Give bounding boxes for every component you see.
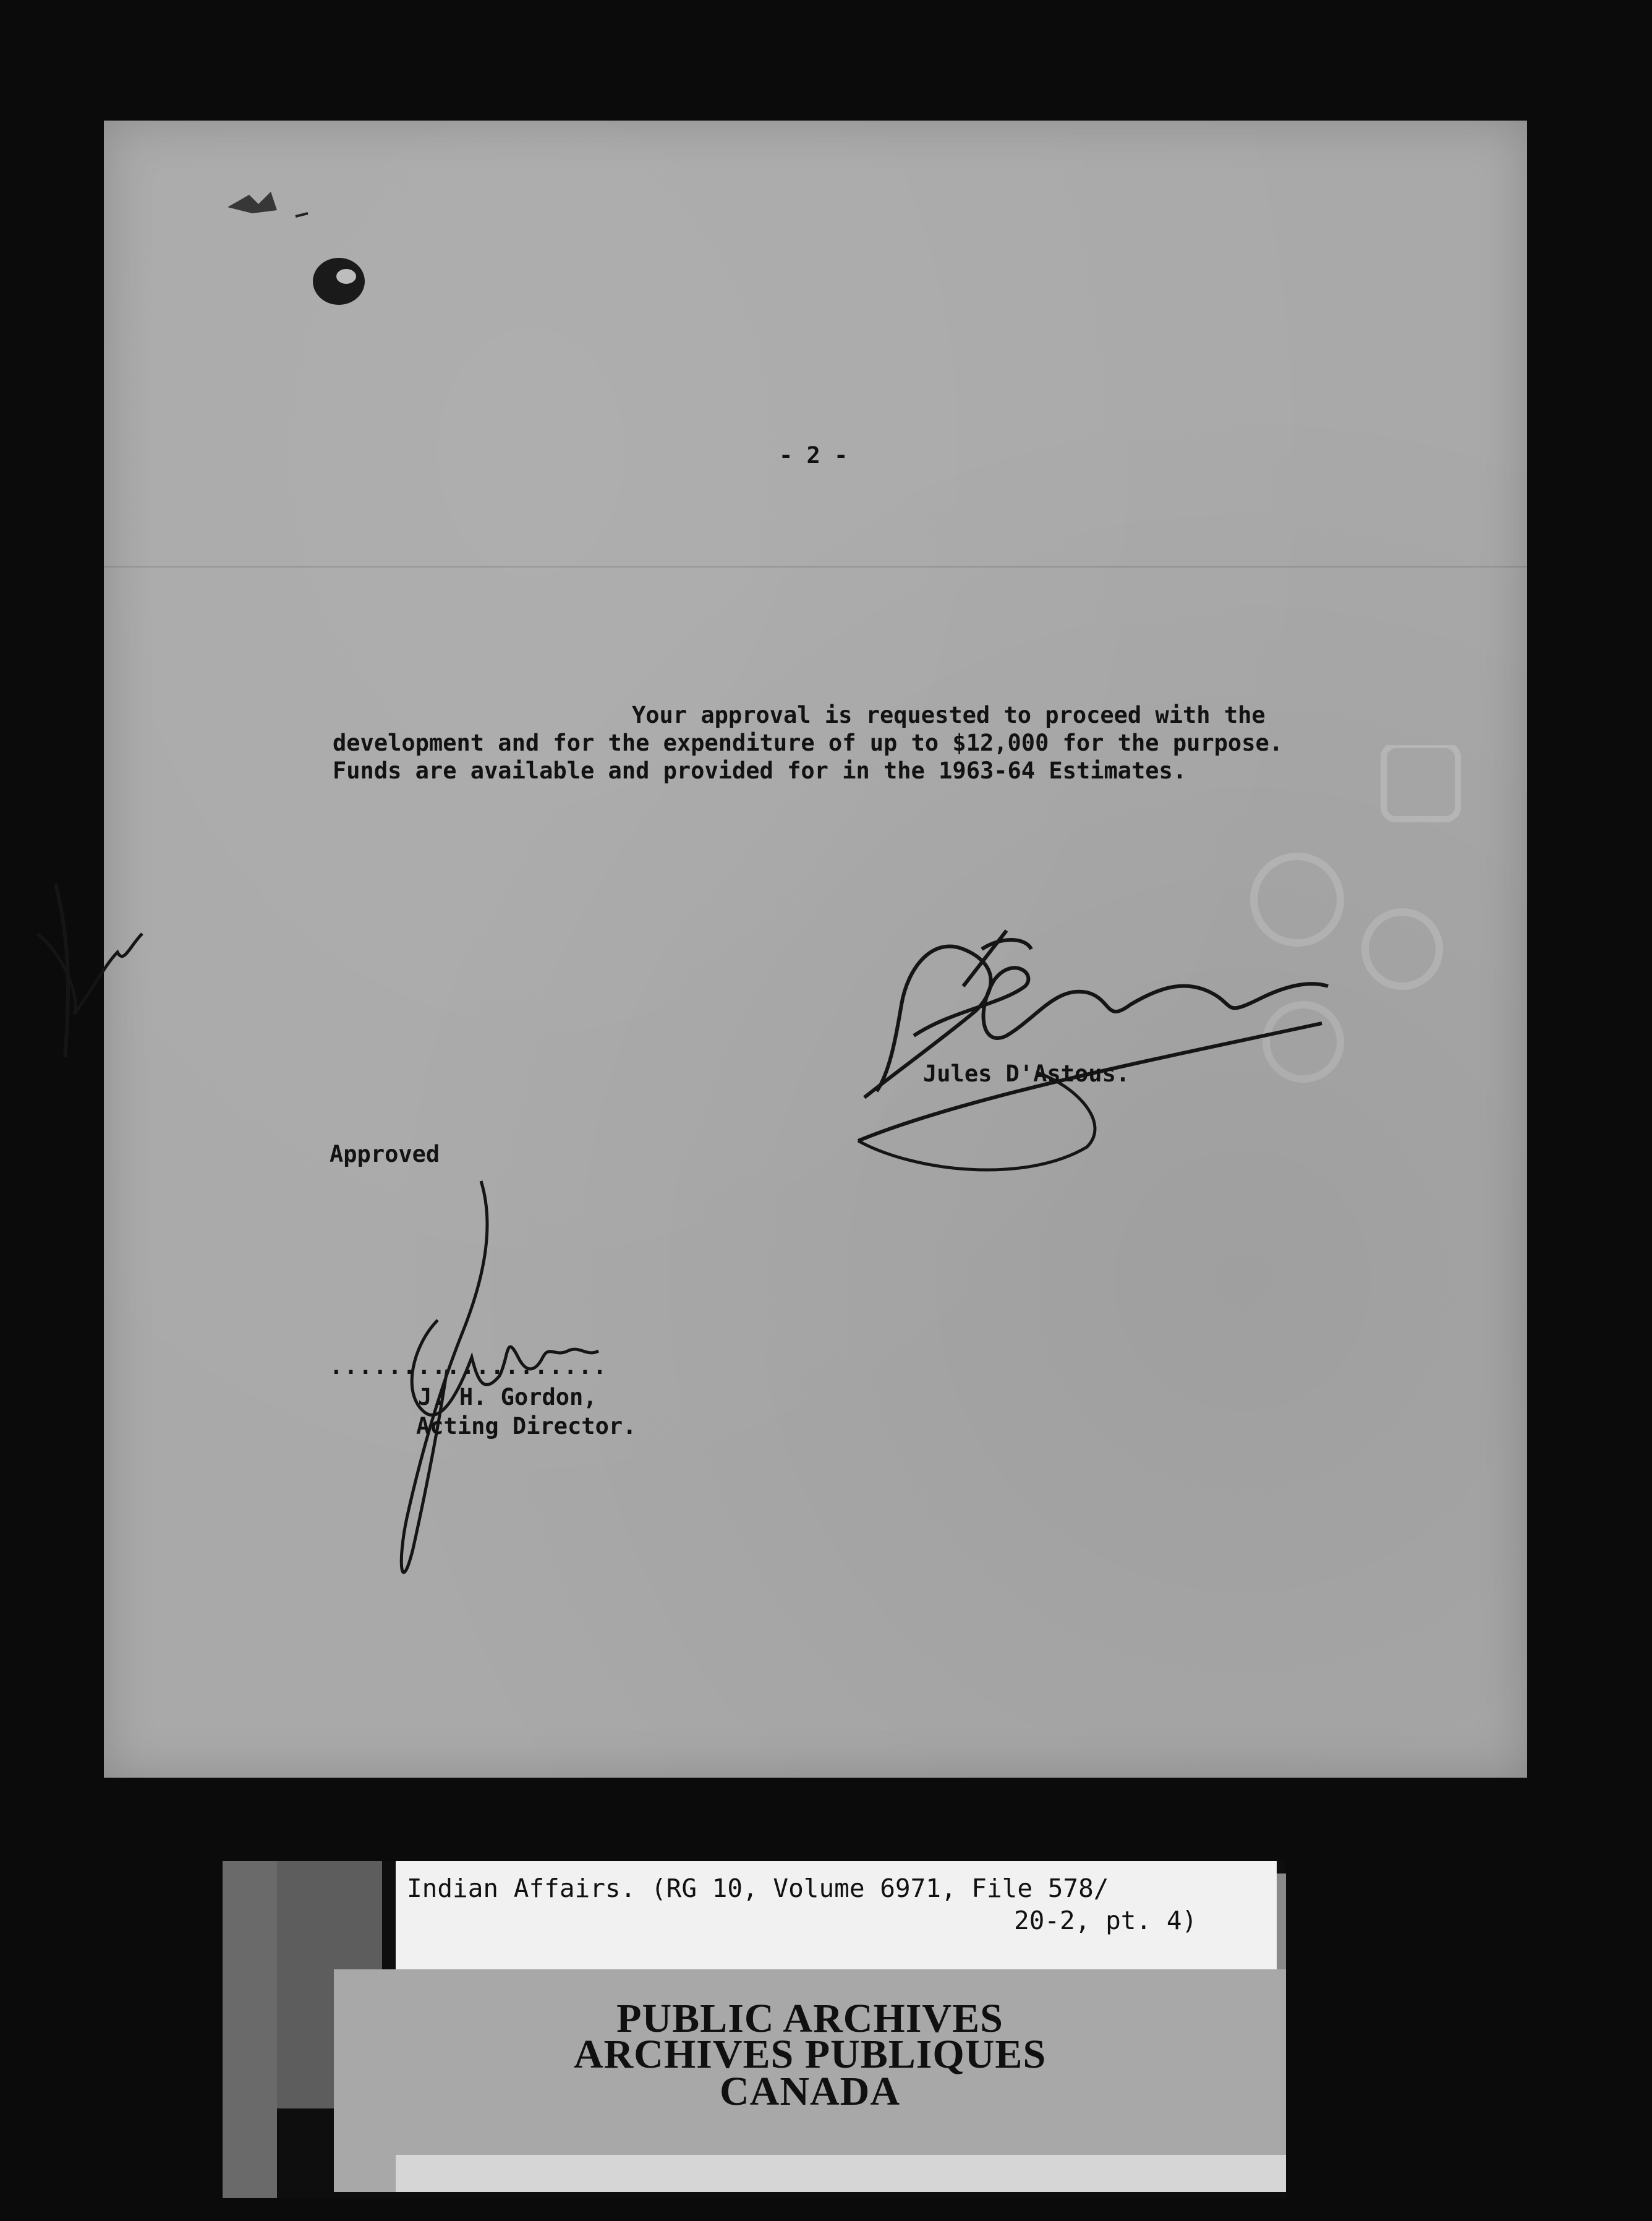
dastous-signature [840, 912, 1371, 1172]
stamp-line-country: CANADA [720, 2069, 900, 2114]
card-left-edge [223, 1861, 277, 2198]
archive-label-card [223, 1861, 1286, 2198]
signer-name: Jules D'Astous. [923, 1060, 1130, 1087]
paragraph-line-1: Your approval is requested to proceed with the [632, 702, 1266, 728]
stamp-bottom-strip [396, 2155, 1286, 2192]
reference-slip [396, 1861, 1277, 1972]
document-sheet [104, 121, 1527, 1778]
paper-fold-line [104, 566, 1527, 568]
reference-line-1: Indian Affairs. (RG 10, Volume 6971, File 578/ [407, 1874, 1109, 1903]
reference-line-2: 20-2, pt. 4) [1014, 1906, 1198, 1935]
approver-name: J. H. Gordon, [418, 1384, 597, 1410]
public-archives-stamp [334, 1969, 1286, 2192]
gordon-signature [339, 1172, 710, 1728]
signature-dotted-line: ................... [330, 1354, 608, 1379]
stamp-line-french: ARCHIVES PUBLIQUES [573, 2032, 1047, 2077]
page-number: - 2 - [779, 442, 848, 469]
approved-label: Approved [330, 1141, 440, 1167]
punch-hole-marks [215, 151, 413, 312]
faint-stamp-impression [1229, 745, 1476, 1091]
paragraph-line-2: development and for the expenditure of up to $12,000 for the purpose. [333, 730, 1284, 756]
stamp-line-english: PUBLIC ARCHIVES [616, 1996, 1003, 2041]
paragraph-line-3: Funds are available and provided for in the 1963-64 Estimates. [333, 757, 1187, 784]
approver-title: Acting Director. [416, 1413, 637, 1439]
